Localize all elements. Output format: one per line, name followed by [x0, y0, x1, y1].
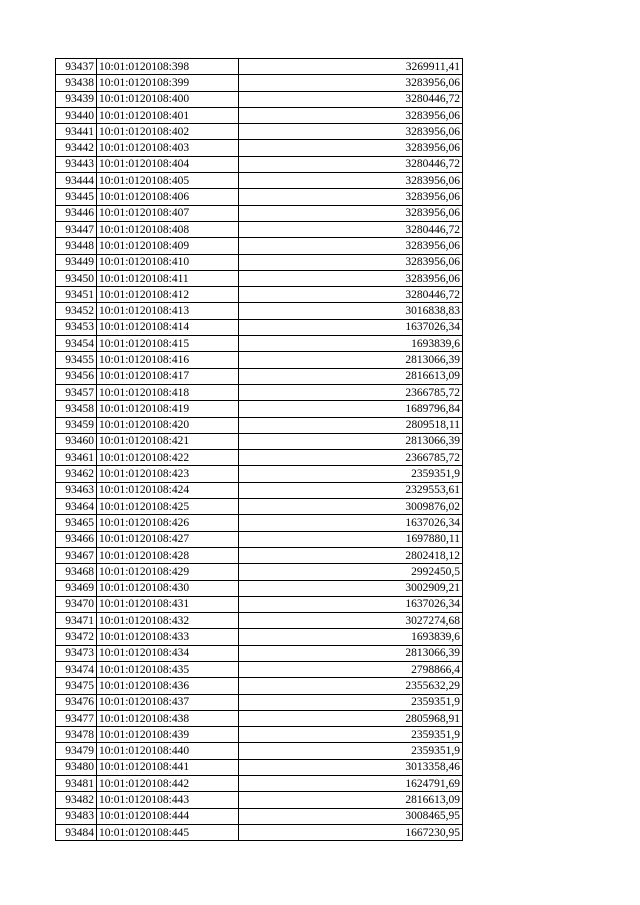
row-number-cell: 93456 [56, 368, 97, 384]
row-number-cell: 93454 [56, 336, 97, 352]
cadastral-number-cell: 10:01:0120108:399 [97, 75, 239, 91]
cadastral-number-cell: 10:01:0120108:429 [97, 564, 239, 580]
table-row [56, 254, 463, 270]
row-number-cell: 93457 [56, 384, 97, 400]
cadastral-value-cell: 3283956,06 [239, 254, 463, 270]
row-number-cell: 93479 [56, 743, 97, 759]
cadastral-number-cell: 10:01:0120108:420 [97, 417, 239, 433]
table-row [56, 515, 463, 531]
cadastral-value-cell: 2813066,39 [239, 433, 463, 449]
table-row [56, 287, 463, 303]
row-number-cell: 93448 [56, 238, 97, 254]
cadastral-value-cell: 2359351,9 [239, 743, 463, 759]
table-row [56, 303, 463, 319]
cadastral-number-cell: 10:01:0120108:423 [97, 466, 239, 482]
table-row [56, 792, 463, 808]
cadastral-number-cell: 10:01:0120108:398 [97, 59, 239, 75]
cadastral-value-cell: 2816613,09 [239, 368, 463, 384]
table-row [56, 450, 463, 466]
cadastral-value-cell: 3283956,06 [239, 75, 463, 91]
cadastral-value-cell: 3283956,06 [239, 270, 463, 286]
cadastral-value-cell: 2329553,61 [239, 482, 463, 498]
cadastral-number-cell: 10:01:0120108:441 [97, 759, 239, 775]
table-row [56, 221, 463, 237]
cadastral-number-cell: 10:01:0120108:428 [97, 547, 239, 563]
row-number-cell: 93471 [56, 613, 97, 629]
table-row [56, 124, 463, 140]
table-body [56, 59, 463, 841]
table-row [56, 759, 463, 775]
cadastral-value-cell: 2359351,9 [239, 727, 463, 743]
cadastral-number-cell: 10:01:0120108:400 [97, 91, 239, 107]
table-row [56, 499, 463, 515]
table-row [56, 189, 463, 205]
cadastral-number-cell: 10:01:0120108:422 [97, 450, 239, 466]
cadastral-value-cell: 2359351,9 [239, 694, 463, 710]
table-row [56, 808, 463, 824]
cadastral-value-cell: 1624791,69 [239, 776, 463, 792]
cadastral-value-cell: 3016838,83 [239, 303, 463, 319]
table-row [56, 270, 463, 286]
table-row [56, 776, 463, 792]
cadastral-value-cell: 1697880,11 [239, 531, 463, 547]
cadastral-value-cell: 2813066,39 [239, 352, 463, 368]
row-number-cell: 93440 [56, 107, 97, 123]
cadastral-number-cell: 10:01:0120108:409 [97, 238, 239, 254]
table-row [56, 173, 463, 189]
row-number-cell: 93473 [56, 645, 97, 661]
cadastral-value-cell: 1693839,6 [239, 629, 463, 645]
row-number-cell: 93478 [56, 727, 97, 743]
table-row [56, 596, 463, 612]
cadastral-number-cell: 10:01:0120108:435 [97, 661, 239, 677]
cadastral-value-cell: 3280446,72 [239, 287, 463, 303]
table-row [56, 59, 463, 75]
cadastral-number-cell: 10:01:0120108:417 [97, 368, 239, 384]
cadastral-value-cell: 1689796,84 [239, 401, 463, 417]
row-number-cell: 93453 [56, 319, 97, 335]
row-number-cell: 93466 [56, 531, 97, 547]
table-row [56, 368, 463, 384]
cadastral-number-cell: 10:01:0120108:424 [97, 482, 239, 498]
cadastral-number-cell: 10:01:0120108:430 [97, 580, 239, 596]
cadastral-number-cell: 10:01:0120108:411 [97, 270, 239, 286]
row-number-cell: 93462 [56, 466, 97, 482]
table-row [56, 75, 463, 91]
cadastral-number-cell: 10:01:0120108:438 [97, 710, 239, 726]
cadastral-value-cell: 2816613,09 [239, 792, 463, 808]
row-number-cell: 93458 [56, 401, 97, 417]
row-number-cell: 93449 [56, 254, 97, 270]
row-number-cell: 93443 [56, 156, 97, 172]
cadastral-number-cell: 10:01:0120108:444 [97, 808, 239, 824]
row-number-cell: 93472 [56, 629, 97, 645]
cadastral-value-cell: 2366785,72 [239, 450, 463, 466]
table-row [56, 205, 463, 221]
cadastral-number-cell: 10:01:0120108:406 [97, 189, 239, 205]
cadastral-value-cell: 3002909,21 [239, 580, 463, 596]
cadastral-value-cell: 2802418,12 [239, 547, 463, 563]
cadastral-value-cell: 1667230,95 [239, 824, 463, 840]
table-row [56, 531, 463, 547]
row-number-cell: 93475 [56, 678, 97, 694]
cadastral-number-cell: 10:01:0120108:443 [97, 792, 239, 808]
table-row [56, 156, 463, 172]
row-number-cell: 93461 [56, 450, 97, 466]
table-row [56, 466, 463, 482]
row-number-cell: 93464 [56, 499, 97, 515]
table-row [56, 482, 463, 498]
cadastral-number-cell: 10:01:0120108:405 [97, 173, 239, 189]
cadastral-number-cell: 10:01:0120108:440 [97, 743, 239, 759]
cadastral-value-cell: 3283956,06 [239, 205, 463, 221]
cadastral-number-cell: 10:01:0120108:436 [97, 678, 239, 694]
row-number-cell: 93450 [56, 270, 97, 286]
cadastral-value-cell: 2809518,11 [239, 417, 463, 433]
cadastral-value-cell: 2366785,72 [239, 384, 463, 400]
row-number-cell: 93483 [56, 808, 97, 824]
cadastral-number-cell: 10:01:0120108:432 [97, 613, 239, 629]
cadastral-value-cell: 2992450,5 [239, 564, 463, 580]
row-number-cell: 93474 [56, 661, 97, 677]
cadastral-value-cell: 3280446,72 [239, 156, 463, 172]
cadastral-value-table [55, 58, 463, 841]
row-number-cell: 93452 [56, 303, 97, 319]
row-number-cell: 93480 [56, 759, 97, 775]
table-row [56, 547, 463, 563]
cadastral-value-cell: 3009876,02 [239, 499, 463, 515]
cadastral-number-cell: 10:01:0120108:419 [97, 401, 239, 417]
row-number-cell: 93477 [56, 710, 97, 726]
cadastral-number-cell: 10:01:0120108:402 [97, 124, 239, 140]
cadastral-number-cell: 10:01:0120108:414 [97, 319, 239, 335]
cadastral-number-cell: 10:01:0120108:404 [97, 156, 239, 172]
row-number-cell: 93463 [56, 482, 97, 498]
row-number-cell: 93442 [56, 140, 97, 156]
row-number-cell: 93438 [56, 75, 97, 91]
cadastral-value-cell: 2805968,91 [239, 710, 463, 726]
cadastral-number-cell: 10:01:0120108:434 [97, 645, 239, 661]
cadastral-value-cell: 3008465,95 [239, 808, 463, 824]
table-row [56, 91, 463, 107]
cadastral-value-cell: 3283956,06 [239, 238, 463, 254]
cadastral-value-cell: 1637026,34 [239, 319, 463, 335]
table-row [56, 824, 463, 840]
cadastral-number-cell: 10:01:0120108:442 [97, 776, 239, 792]
row-number-cell: 93484 [56, 824, 97, 840]
cadastral-value-cell: 3269911,41 [239, 59, 463, 75]
cadastral-value-cell: 1637026,34 [239, 596, 463, 612]
table-row [56, 645, 463, 661]
row-number-cell: 93476 [56, 694, 97, 710]
cadastral-number-cell: 10:01:0120108:403 [97, 140, 239, 156]
row-number-cell: 93468 [56, 564, 97, 580]
table-row [56, 107, 463, 123]
table-row [56, 629, 463, 645]
cadastral-value-cell: 3283956,06 [239, 189, 463, 205]
row-number-cell: 93459 [56, 417, 97, 433]
row-number-cell: 93469 [56, 580, 97, 596]
row-number-cell: 93439 [56, 91, 97, 107]
table-row [56, 710, 463, 726]
row-number-cell: 93455 [56, 352, 97, 368]
cadastral-number-cell: 10:01:0120108:407 [97, 205, 239, 221]
cadastral-number-cell: 10:01:0120108:410 [97, 254, 239, 270]
cadastral-value-cell: 3013358,46 [239, 759, 463, 775]
cadastral-number-cell: 10:01:0120108:412 [97, 287, 239, 303]
table-row [56, 661, 463, 677]
table-row [56, 417, 463, 433]
cadastral-value-cell: 3283956,06 [239, 107, 463, 123]
table-row [56, 336, 463, 352]
row-number-cell: 93444 [56, 173, 97, 189]
row-number-cell: 93460 [56, 433, 97, 449]
cadastral-number-cell: 10:01:0120108:418 [97, 384, 239, 400]
cadastral-number-cell: 10:01:0120108:415 [97, 336, 239, 352]
cadastral-number-cell: 10:01:0120108:421 [97, 433, 239, 449]
cadastral-number-cell: 10:01:0120108:439 [97, 727, 239, 743]
row-number-cell: 93481 [56, 776, 97, 792]
row-number-cell: 93445 [56, 189, 97, 205]
cadastral-number-cell: 10:01:0120108:425 [97, 499, 239, 515]
table-row [56, 433, 463, 449]
table-row [56, 564, 463, 580]
table-row [56, 319, 463, 335]
cadastral-value-cell: 1637026,34 [239, 515, 463, 531]
cadastral-number-cell: 10:01:0120108:445 [97, 824, 239, 840]
cadastral-number-cell: 10:01:0120108:416 [97, 352, 239, 368]
row-number-cell: 93446 [56, 205, 97, 221]
table-row [56, 580, 463, 596]
cadastral-value-cell: 1693839,6 [239, 336, 463, 352]
cadastral-value-cell: 3280446,72 [239, 221, 463, 237]
table-row [56, 238, 463, 254]
row-number-cell: 93465 [56, 515, 97, 531]
row-number-cell: 93437 [56, 59, 97, 75]
cadastral-number-cell: 10:01:0120108:437 [97, 694, 239, 710]
table-row [56, 727, 463, 743]
table-row [56, 384, 463, 400]
cadastral-number-cell: 10:01:0120108:433 [97, 629, 239, 645]
row-number-cell: 93447 [56, 221, 97, 237]
table-row [56, 613, 463, 629]
table-row [56, 743, 463, 759]
row-number-cell: 93467 [56, 547, 97, 563]
cadastral-value-cell: 3283956,06 [239, 173, 463, 189]
table-row [56, 678, 463, 694]
row-number-cell: 93470 [56, 596, 97, 612]
cadastral-number-cell: 10:01:0120108:426 [97, 515, 239, 531]
table-row [56, 352, 463, 368]
cadastral-value-cell: 3283956,06 [239, 124, 463, 140]
table-row [56, 694, 463, 710]
cadastral-value-cell: 3283956,06 [239, 140, 463, 156]
row-number-cell: 93451 [56, 287, 97, 303]
table-row [56, 140, 463, 156]
cadastral-number-cell: 10:01:0120108:431 [97, 596, 239, 612]
cadastral-value-cell: 2798866,4 [239, 661, 463, 677]
cadastral-value-cell: 3280446,72 [239, 91, 463, 107]
row-number-cell: 93441 [56, 124, 97, 140]
cadastral-value-cell: 2359351,9 [239, 466, 463, 482]
cadastral-number-cell: 10:01:0120108:401 [97, 107, 239, 123]
row-number-cell: 93482 [56, 792, 97, 808]
cadastral-value-cell: 3027274,68 [239, 613, 463, 629]
cadastral-number-cell: 10:01:0120108:413 [97, 303, 239, 319]
cadastral-number-cell: 10:01:0120108:408 [97, 221, 239, 237]
table-row [56, 401, 463, 417]
cadastral-value-cell: 2355632,29 [239, 678, 463, 694]
cadastral-value-cell: 2813066,39 [239, 645, 463, 661]
cadastral-number-cell: 10:01:0120108:427 [97, 531, 239, 547]
